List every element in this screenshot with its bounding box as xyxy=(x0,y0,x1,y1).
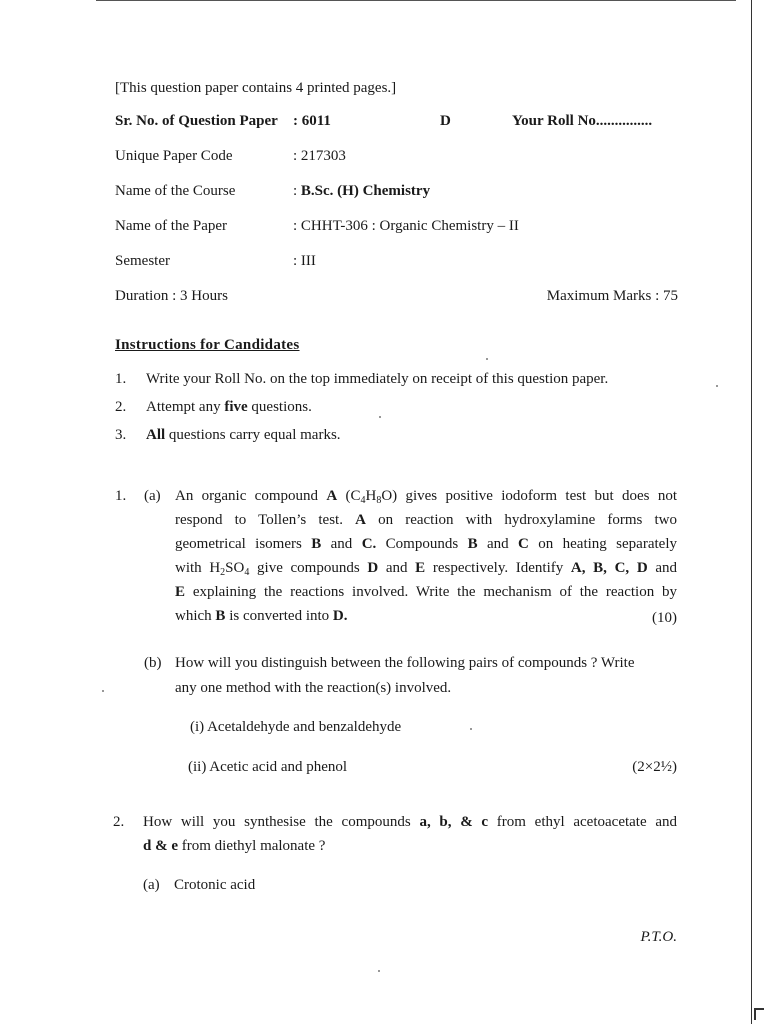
q2-number: 2. xyxy=(113,814,125,830)
upc-label: Unique Paper Code xyxy=(115,148,233,164)
pto-note: P.T.O. xyxy=(640,929,677,945)
scan-speck xyxy=(716,385,718,387)
q1a-marks: (10) xyxy=(652,610,677,626)
instruction-text-2 xyxy=(146,399,312,416)
header-note: [This question paper contains 4 printed pages.] xyxy=(115,80,397,96)
set-letter: D xyxy=(440,113,451,129)
q2a-text: Crotonic acid xyxy=(174,877,256,893)
course-value: B.Sc. (H) Chemistry xyxy=(300,183,431,199)
instruction-text-3 xyxy=(146,427,341,444)
q1a-label: (a) xyxy=(144,488,161,504)
page-edge-right xyxy=(751,0,752,1024)
q2a-label: (a) xyxy=(143,877,160,893)
semester-value: : III xyxy=(293,253,316,269)
max-marks: Maximum Marks : 75 xyxy=(546,288,678,304)
instruction-text-1 xyxy=(146,371,608,388)
q1a-line: geometrical isomers B and C. Compounds B and C on heating separately xyxy=(175,536,677,552)
page-edge-top xyxy=(96,0,736,1)
course-label: Name of the Course xyxy=(115,183,236,199)
duration: Duration : 3 Hours xyxy=(115,288,228,304)
scan-speck xyxy=(379,416,381,418)
q1b-label: (b) xyxy=(144,655,162,671)
instruction-2-bold: five xyxy=(224,399,248,415)
sr-no-label: Sr. No. of Question Paper xyxy=(115,113,278,129)
instruction-2-pre: Attempt any xyxy=(146,399,225,415)
roll-no-label: Your Roll No............... xyxy=(512,113,653,129)
q1a-line: which B is converted into D. xyxy=(175,608,348,624)
instruction-1-pre: Write your Roll No. on the top immediately on receipt of this question paper. xyxy=(146,371,609,387)
upc-value: : 217303 xyxy=(293,148,346,164)
q1a-text xyxy=(175,484,677,628)
instruction-3-post: questions carry equal marks. xyxy=(165,427,341,443)
q1b-marks: (2×2½) xyxy=(632,759,677,775)
scan-speck xyxy=(378,970,380,972)
q1b-line-2: any one method with the reaction(s) involved. xyxy=(175,680,452,696)
paper-label: Name of the Paper xyxy=(115,218,228,234)
q1b-item-i: (i) Acetaldehyde and benzaldehyde xyxy=(190,719,402,735)
scan-speck xyxy=(486,358,488,360)
instruction-num-1: 1. xyxy=(115,371,127,387)
course-value-line xyxy=(293,183,430,200)
q2-text xyxy=(143,810,677,858)
scan-speck xyxy=(102,690,104,692)
scan-speck xyxy=(470,728,472,730)
q1a-line: respond to Tollen’s test. A on reaction with hydroxylamine forms two xyxy=(175,512,677,528)
q1b-item-ii: (ii) Acetic acid and phenol xyxy=(188,759,348,775)
instruction-num-3: 3. xyxy=(115,427,127,443)
q1-number: 1. xyxy=(115,488,127,504)
instruction-2-post: questions. xyxy=(247,399,312,415)
instructions-heading: Instructions for Candidates xyxy=(115,337,300,353)
q1a-line: E explaining the reactions involved. Write the mechanism of the reaction by xyxy=(175,584,677,600)
instruction-3-bold: All xyxy=(146,427,166,443)
q2-line: d & e from diethyl malonate ? xyxy=(143,838,326,854)
corner-mark xyxy=(754,1008,764,1020)
paper-value: : CHHT-306 : Organic Chemistry – II xyxy=(293,218,519,234)
q1a-line: with $H_2SO_4$ give compounds D and E respectively. Identify A, B, C, D and xyxy=(175,560,677,578)
q1a-line: An organic compound A $(C_4H_8O)$ gives positive iodoform test but does not xyxy=(175,488,677,506)
sr-no-value: : 6011 xyxy=(293,113,331,129)
q2-line: How will you synthesise the compounds a, b, & c from ethyl acetoacetate and xyxy=(143,814,678,830)
semester-label: Semester xyxy=(115,253,170,269)
q1b-line-1: How will you distinguish between the following pairs of compounds ? Write xyxy=(175,655,635,671)
course-colon: : xyxy=(293,183,298,199)
instruction-num-2: 2. xyxy=(115,399,127,415)
